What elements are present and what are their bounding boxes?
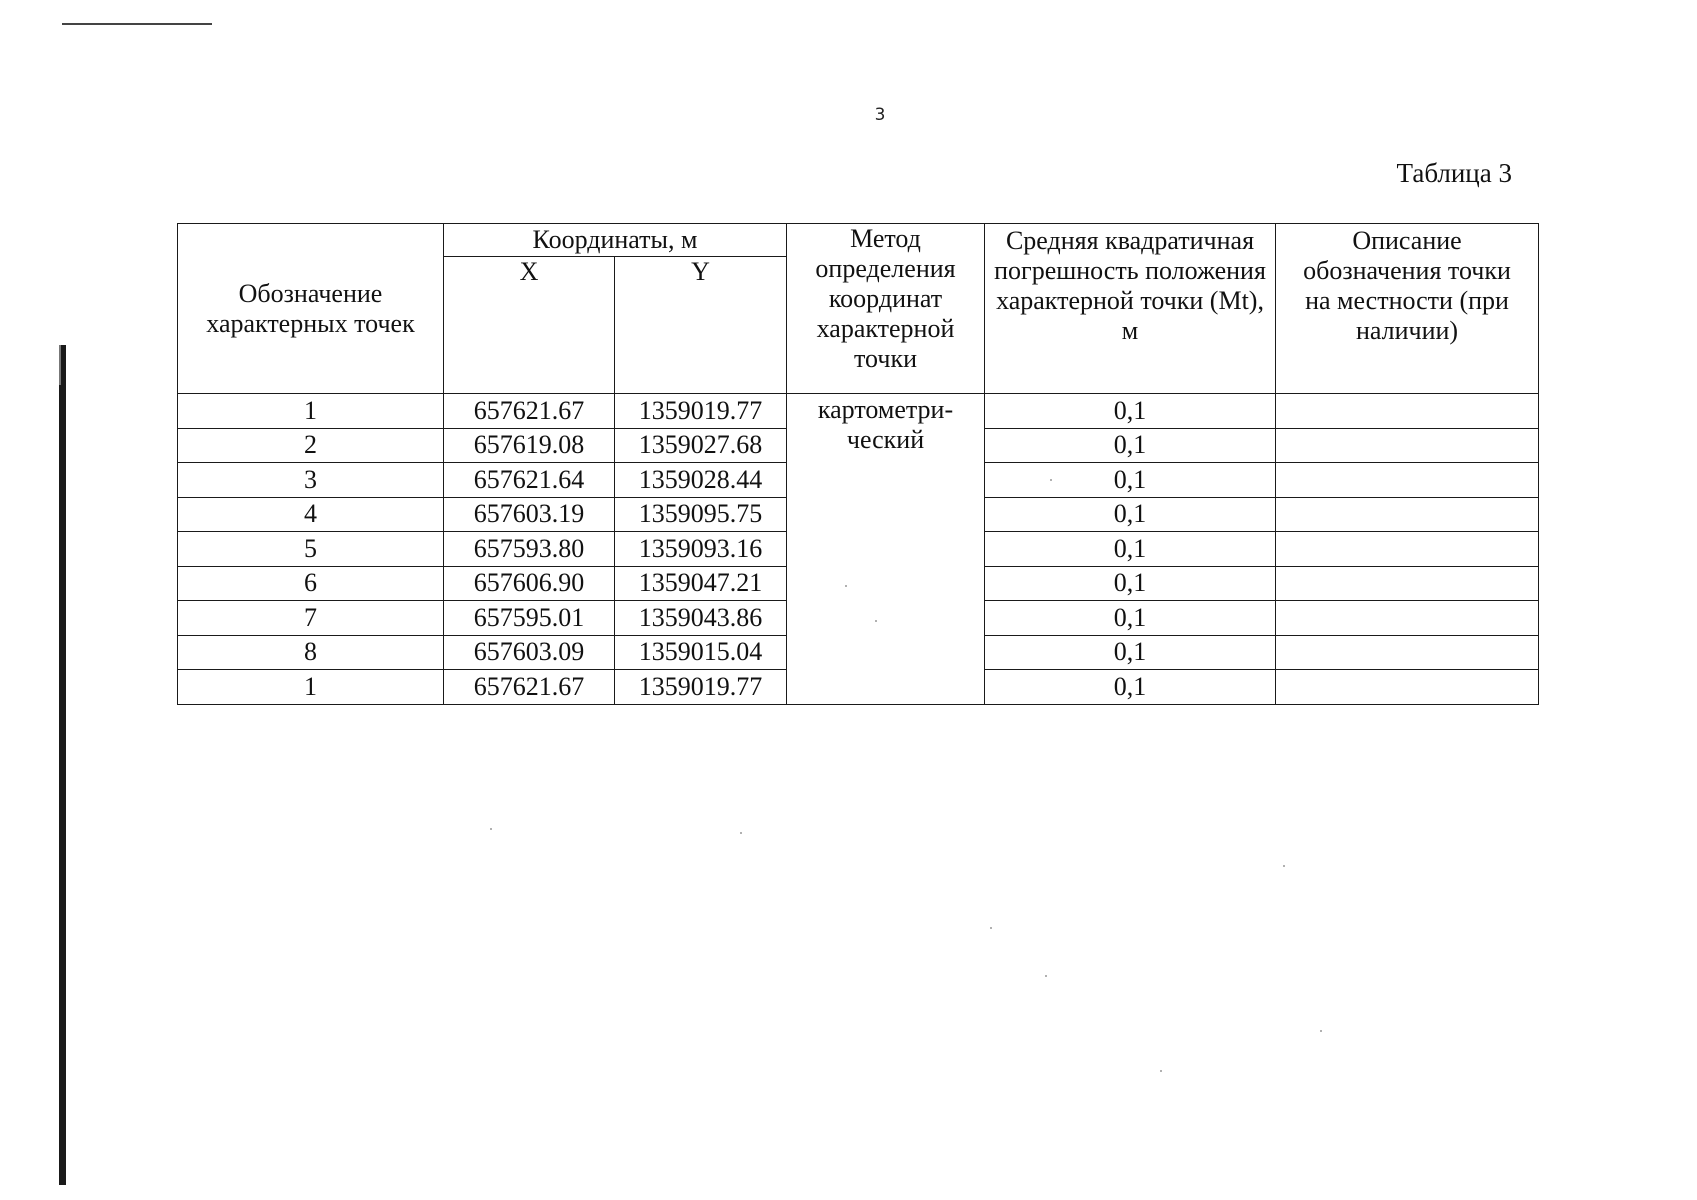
description-cell xyxy=(1276,428,1539,463)
description-cell xyxy=(1276,463,1539,498)
error-cell: 0,1 xyxy=(985,601,1276,636)
scan-speck xyxy=(1320,1030,1322,1032)
error-cell: 0,1 xyxy=(985,532,1276,567)
header-method: Метод определения координат характерной точки xyxy=(787,224,985,394)
y-cell: 1359019.77 xyxy=(615,394,787,429)
header-y: Y xyxy=(615,257,787,394)
description-cell xyxy=(1276,566,1539,601)
description-cell xyxy=(1276,635,1539,670)
y-cell: 1359093.16 xyxy=(615,532,787,567)
description-cell xyxy=(1276,497,1539,532)
table-row xyxy=(178,394,1539,429)
error-cell: 0,1 xyxy=(985,635,1276,670)
point-cell: 7 xyxy=(178,601,444,636)
y-cell: 1359095.75 xyxy=(615,497,787,532)
table-header-row xyxy=(178,224,1539,257)
x-cell: 657606.90 xyxy=(444,566,615,601)
header-x: X xyxy=(444,257,615,394)
scan-speck xyxy=(875,620,877,622)
scan-speck xyxy=(1160,1070,1162,1072)
description-cell xyxy=(1276,670,1539,705)
description-cell xyxy=(1276,394,1539,429)
scan-speck xyxy=(990,927,992,929)
point-cell: 6 xyxy=(178,566,444,601)
scan-speck xyxy=(845,585,847,587)
y-cell: 1359015.04 xyxy=(615,635,787,670)
x-cell: 657603.19 xyxy=(444,497,615,532)
header-coordinates: Координаты, м xyxy=(444,224,787,257)
point-cell: 2 xyxy=(178,428,444,463)
scan-speck xyxy=(490,828,492,830)
error-cell: 0,1 xyxy=(985,566,1276,601)
x-cell: 657603.09 xyxy=(444,635,615,670)
scan-speck xyxy=(740,832,742,834)
description-cell xyxy=(1276,532,1539,567)
top-rule xyxy=(62,23,212,25)
x-cell: 657593.80 xyxy=(444,532,615,567)
y-cell: 1359028.44 xyxy=(615,463,787,498)
header-point-designation: Обозначение характерных точек xyxy=(178,224,444,394)
coordinates-table xyxy=(177,223,1539,705)
point-cell: 1 xyxy=(178,670,444,705)
scan-speck xyxy=(1045,975,1047,977)
scan-edge-line-thin xyxy=(59,345,61,385)
error-cell: 0,1 xyxy=(985,394,1276,429)
x-cell: 657621.64 xyxy=(444,463,615,498)
x-cell: 657595.01 xyxy=(444,601,615,636)
error-cell: 0,1 xyxy=(985,497,1276,532)
scan-speck xyxy=(1283,865,1285,867)
point-cell: 8 xyxy=(178,635,444,670)
page-number: 3 xyxy=(874,105,886,125)
x-cell: 657619.08 xyxy=(444,428,615,463)
error-cell: 0,1 xyxy=(985,670,1276,705)
x-cell: 657621.67 xyxy=(444,394,615,429)
scan-edge-line xyxy=(59,345,66,1185)
y-cell: 1359047.21 xyxy=(615,566,787,601)
point-cell: 4 xyxy=(178,497,444,532)
method-cell: картометри-ческий xyxy=(787,394,985,705)
table-caption: Таблица 3 xyxy=(1396,158,1512,188)
error-cell: 0,1 xyxy=(985,463,1276,498)
point-cell: 5 xyxy=(178,532,444,567)
scan-speck xyxy=(1050,479,1052,481)
description-cell xyxy=(1276,601,1539,636)
error-cell: 0,1 xyxy=(985,428,1276,463)
y-cell: 1359027.68 xyxy=(615,428,787,463)
y-cell: 1359019.77 xyxy=(615,670,787,705)
point-cell: 1 xyxy=(178,394,444,429)
header-error: Средняя квадратичная погрешность положения характерной точки (Mt), м xyxy=(985,224,1276,394)
y-cell: 1359043.86 xyxy=(615,601,787,636)
x-cell: 657621.67 xyxy=(444,670,615,705)
point-cell: 3 xyxy=(178,463,444,498)
header-description: Описание обозначения точки на местности (при наличии) xyxy=(1276,224,1539,394)
